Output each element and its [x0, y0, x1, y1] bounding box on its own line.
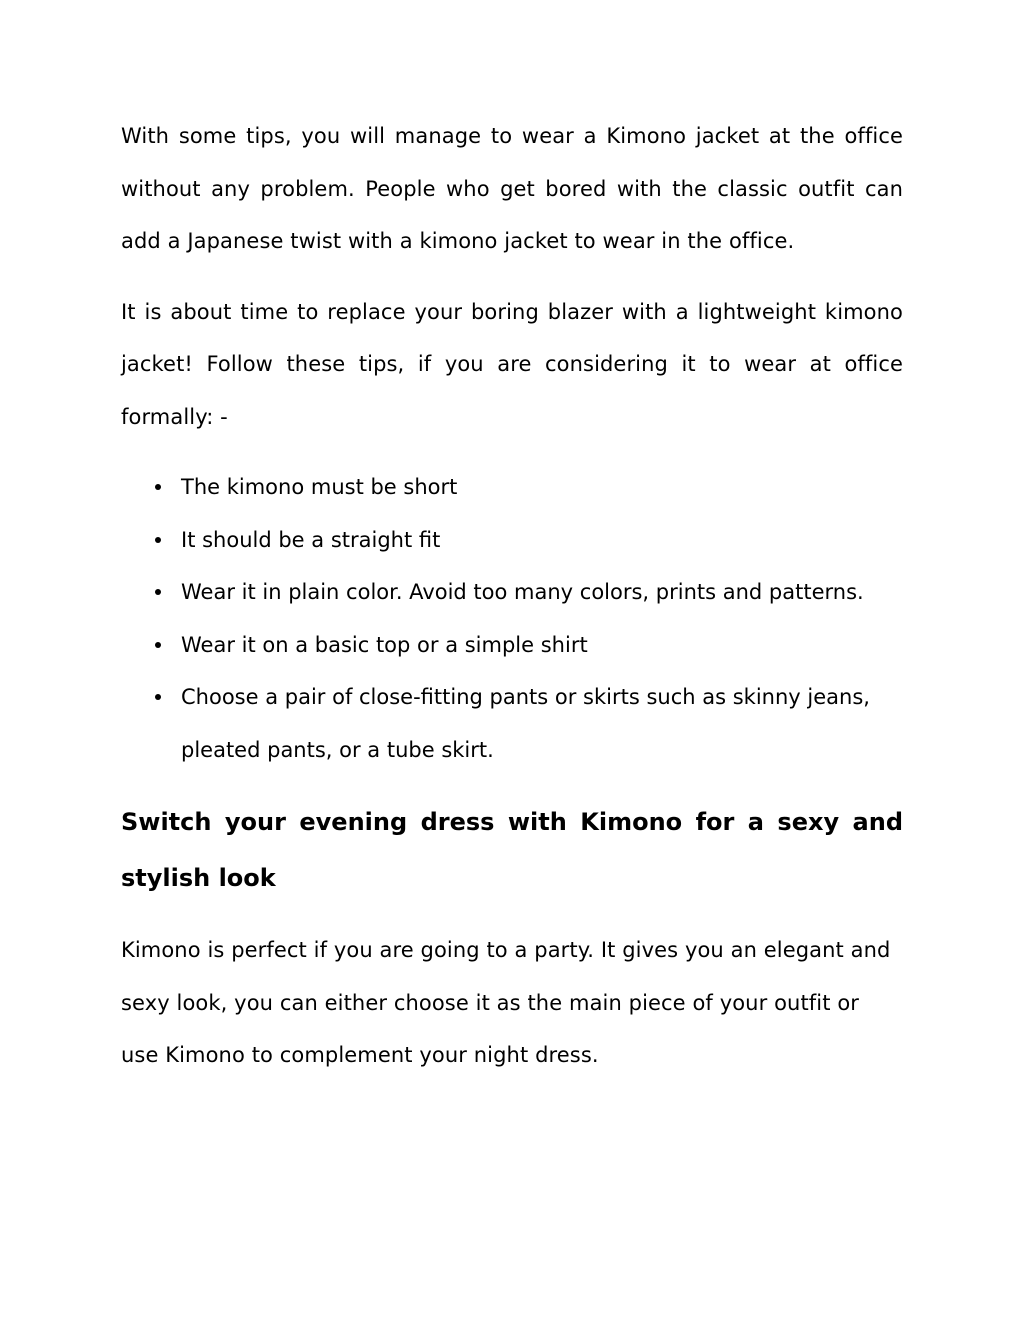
- tips-intro-paragraph: It is about time to replace your boring blazer with a lightweight kimono jacket! Follow these tips, if you are considering it to wear at office formally: -: [121, 299, 903, 429]
- bullet-icon: [155, 694, 161, 700]
- document-body: [121, 110, 903, 1082]
- intro-paragraph: With some tips, you will manage to wear a Kimono jacket at the office without any problem. People who get bored with the classic outfit can add a Japanese twist with a kimono jacket to wear in the office.: [121, 124, 903, 253]
- list-item-text: Choose a pair of close-fitting pants or skirts such as skinny jeans, pleated pants, or a tube skirt.: [181, 685, 870, 762]
- bullet-icon: [155, 537, 161, 543]
- tips-list: [121, 461, 903, 776]
- list-item-text: Wear it in plain color. Avoid too many colors, prints and patterns.: [181, 580, 864, 604]
- bullet-icon: [155, 484, 161, 490]
- list-item: [121, 619, 903, 672]
- list-item: [121, 461, 903, 514]
- list-item: [121, 566, 903, 619]
- list-item: [121, 671, 903, 776]
- bullet-icon: [155, 589, 161, 595]
- list-item-text: It should be a straight fit: [181, 527, 441, 552]
- bullet-icon: [155, 642, 161, 648]
- section-heading: Switch your evening dress with Kimono for a sexy and stylish look: [121, 808, 903, 892]
- party-paragraph: Kimono is perfect if you are going to a party. It gives you an elegant and sexy look, you can either choose it as the main piece of your outfit or use Kimono to complement your night dress.: [121, 938, 891, 1067]
- list-item: [121, 514, 903, 567]
- list-item-text: The kimono must be short: [181, 475, 458, 499]
- list-item-text: Wear it on a basic top or a simple shirt: [181, 632, 588, 657]
